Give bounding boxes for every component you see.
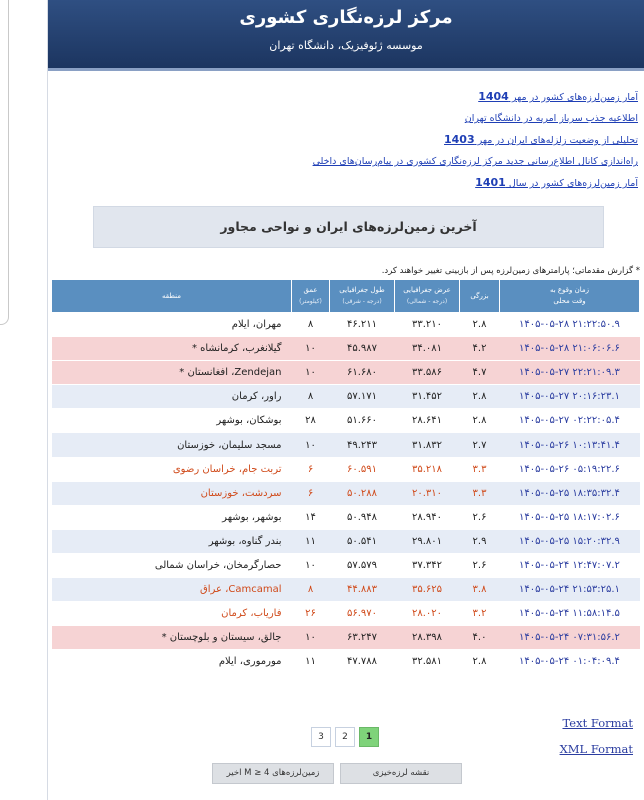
col-header-time[interactable]	[500, 280, 640, 313]
cell-latitude: ۲۸.۰۲۰	[395, 602, 460, 626]
cell-depth: ۱۰	[292, 433, 330, 457]
cell-region: بندر گناوه، بوشهر	[52, 529, 292, 553]
table-row[interactable]	[52, 433, 640, 457]
cell-time[interactable]: ۱۴۰۵-۰۵-۲۸ ۲۱:۲۲:۵۰.۹	[500, 313, 640, 337]
col-header-longitude-label: طول جغرافیایی	[339, 286, 385, 294]
cell-magnitude: ۴.۰	[460, 626, 500, 650]
preliminary-note: * گزارش مقدماتی؛ پارامترهای زمین‌لرزه پس از بازبینی تغییر خواهند کرد.	[381, 266, 640, 276]
table-row[interactable]	[52, 313, 640, 337]
cell-longitude: ۶۱.۶۸۰	[330, 361, 395, 385]
cell-latitude: ۲۰.۳۱۰	[395, 481, 460, 505]
pagination	[311, 727, 379, 747]
cell-depth: ۱۰	[292, 337, 330, 361]
news-link-number: 1401	[475, 176, 506, 189]
col-header-latitude[interactable]	[395, 280, 460, 313]
col-header-magnitude[interactable]: بزرگی	[460, 280, 500, 313]
cell-magnitude: ۳.۲	[460, 602, 500, 626]
news-link-text: اطلاعیه جذب سرباز امریه در دانشگاه تهران	[464, 113, 638, 124]
cell-depth: ۶	[292, 481, 330, 505]
cell-latitude: ۳۵.۶۲۵	[395, 578, 460, 602]
section-banner: آخرین زمین‌لرزه‌های ایران و نواحی مجاور	[93, 206, 604, 248]
news-link-4[interactable]	[54, 151, 638, 172]
cell-time[interactable]: ۱۴۰۵-۰۵-۲۵ ۱۵:۲۰:۳۲.۹	[500, 529, 640, 553]
table-row[interactable]	[52, 529, 640, 553]
table-row[interactable]	[52, 578, 640, 602]
cell-time[interactable]: ۱۴۰۵-۰۵-۲۶ ۱۰:۱۳:۴۱.۴	[500, 433, 640, 457]
earthquake-table	[51, 279, 640, 674]
news-link-5[interactable]	[54, 172, 638, 194]
cell-depth: ۲۶	[292, 602, 330, 626]
col-header-longitude-sub: (درجه - شرقی)	[342, 298, 382, 305]
cell-region: مهران، ایلام	[52, 313, 292, 337]
table-row[interactable]	[52, 481, 640, 505]
cell-region: جالق، سیستان و بلوچستان *	[52, 626, 292, 650]
cell-magnitude: ۲.۸	[460, 650, 500, 674]
xml-format-link[interactable]: XML Format	[559, 742, 633, 756]
cell-longitude: ۵۷.۱۷۱	[330, 385, 395, 409]
cell-depth: ۱۰	[292, 626, 330, 650]
cell-magnitude: ۳.۸	[460, 578, 500, 602]
cell-latitude: ۳۷.۳۴۲	[395, 553, 460, 577]
cell-time[interactable]: ۱۴۰۵-۰۵-۲۵ ۱۸:۱۷:۰۲.۶	[500, 505, 640, 529]
cell-magnitude: ۴.۲	[460, 337, 500, 361]
cell-depth: ۸	[292, 578, 330, 602]
cell-depth: ۸	[292, 313, 330, 337]
cell-time[interactable]: ۱۴۰۵-۰۵-۲۷ ۲۰:۱۶:۲۳.۱	[500, 385, 640, 409]
cell-time[interactable]: ۱۴۰۵-۰۵-۲۸ ۲۱:۰۶:۰۶.۶	[500, 337, 640, 361]
cell-magnitude: ۲.۶	[460, 553, 500, 577]
cell-magnitude: ۲.۶	[460, 505, 500, 529]
text-format-link[interactable]: Text Format	[562, 716, 633, 730]
cell-region: فاریاب، کرمان	[52, 602, 292, 626]
cell-region: مسجد سلیمان، خوزستان	[52, 433, 292, 457]
page-button-1[interactable]: 1	[359, 727, 379, 747]
page-button-2[interactable]: 2	[335, 727, 355, 747]
cell-longitude: ۵۰.۵۴۱	[330, 529, 395, 553]
cell-latitude: ۳۲.۵۸۱	[395, 650, 460, 674]
cell-time[interactable]: ۱۴۰۵-۰۵-۲۴ ۱۱:۵۸:۱۴.۵	[500, 602, 640, 626]
cell-longitude: ۵۰.۲۸۸	[330, 481, 395, 505]
cell-longitude: ۴۵.۹۸۷	[330, 337, 395, 361]
cell-region: سردشت، خوزستان	[52, 481, 292, 505]
bottom-buttons	[212, 763, 462, 784]
col-header-longitude[interactable]	[330, 280, 395, 313]
cell-time[interactable]: ۱۴۰۵-۰۵-۲۴ ۰۱:۰۴:۰۹.۴	[500, 650, 640, 674]
cell-latitude: ۲۹.۸۰۱	[395, 529, 460, 553]
cell-longitude: ۴۶.۲۱۱	[330, 313, 395, 337]
cell-magnitude: ۲.۸	[460, 409, 500, 433]
table-row[interactable]	[52, 553, 640, 577]
cell-longitude: ۵۷.۵۷۹	[330, 553, 395, 577]
site-subtitle: موسسه ژئوفیزیک، دانشگاه تهران	[269, 39, 423, 52]
cell-magnitude: ۳.۳	[460, 481, 500, 505]
recent-m4-button[interactable]: زمین‌لرزه‌های 4 ≤ M اخیر	[212, 763, 334, 784]
news-link-number: 1404	[478, 90, 509, 103]
cell-longitude: ۴۴.۸۸۳	[330, 578, 395, 602]
cell-latitude: ۲۸.۹۴۰	[395, 505, 460, 529]
table-row[interactable]	[52, 385, 640, 409]
cell-depth: ۱۰	[292, 553, 330, 577]
cell-longitude: ۶۳.۲۴۷	[330, 626, 395, 650]
news-link-text: آمار زمین‌لرزه‌های کشور در سال	[505, 178, 638, 189]
cell-region: مورموری، ایلام	[52, 650, 292, 674]
cell-time[interactable]: ۱۴۰۵-۰۵-۲۴ ۱۲:۴۷:۰۷.۲	[500, 553, 640, 577]
cell-latitude: ۳۱.۴۵۲	[395, 385, 460, 409]
cell-magnitude: ۲.۹	[460, 529, 500, 553]
table-row[interactable]	[52, 409, 640, 433]
cell-depth: ۱۱	[292, 529, 330, 553]
cell-longitude: ۶۰.۵۹۱	[330, 457, 395, 481]
news-link-text: تحلیلی از وضعیت زلزله‌های ایران در مهر	[474, 135, 638, 146]
news-links	[48, 71, 644, 194]
cell-latitude: ۳۵.۲۱۸	[395, 457, 460, 481]
table-row[interactable]	[52, 337, 640, 361]
col-header-time-sub: وقت محلی	[553, 297, 586, 305]
col-header-depth-sub: (کیلومتر)	[299, 298, 322, 305]
col-header-latitude-sub: (درجه - شمالی)	[406, 298, 448, 305]
cell-depth: ۱۱	[292, 650, 330, 674]
side-panel-edge	[0, 0, 9, 325]
cell-longitude: ۵۰.۹۴۸	[330, 505, 395, 529]
table-row[interactable]	[52, 505, 640, 529]
cell-latitude: ۳۳.۲۱۰	[395, 313, 460, 337]
cell-region: Zendejan، افغانستان *	[52, 361, 292, 385]
cell-region: راور، کرمان	[52, 385, 292, 409]
table-row[interactable]	[52, 650, 640, 674]
cell-latitude: ۲۸.۳۹۸	[395, 626, 460, 650]
cell-magnitude: ۳.۳	[460, 457, 500, 481]
table-row[interactable]	[52, 602, 640, 626]
news-link-text: راه‌اندازی کانال اطلاع‌رسانی جدید مرکز لرزه‌نگاری کشوری در پیام‌رسان‌های داخلی	[312, 156, 638, 167]
cell-latitude: ۳۱.۸۳۲	[395, 433, 460, 457]
cell-longitude: ۴۹.۲۴۳	[330, 433, 395, 457]
cell-time[interactable]: ۱۴۰۵-۰۵-۲۷ ۲۲:۲۱:۰۹.۳	[500, 361, 640, 385]
cell-depth: ۶	[292, 457, 330, 481]
news-link-2[interactable]	[54, 108, 638, 129]
cell-region: بوشکان، بوشهر	[52, 409, 292, 433]
cell-magnitude: ۴.۷	[460, 361, 500, 385]
col-header-depth[interactable]	[292, 280, 330, 313]
col-header-latitude-label: عرض جغرافیایی	[403, 286, 451, 294]
news-link-3[interactable]	[54, 129, 638, 151]
main-content	[47, 0, 644, 800]
earthquake-table-body	[52, 313, 640, 674]
cell-latitude: ۲۸.۶۴۱	[395, 409, 460, 433]
page-button-3[interactable]: 3	[311, 727, 331, 747]
col-header-depth-label: عمق	[303, 286, 318, 294]
cell-magnitude: ۲.۸	[460, 313, 500, 337]
col-header-region[interactable]: منطقه	[52, 280, 292, 313]
cell-time[interactable]: ۱۴۰۵-۰۵-۲۷ ۰۲:۲۲:۰۵.۴	[500, 409, 640, 433]
cell-region: گیلانغرب، کرمانشاه *	[52, 337, 292, 361]
cell-time[interactable]: ۱۴۰۵-۰۵-۲۴ ۰۷:۳۱:۵۶.۲	[500, 626, 640, 650]
table-row[interactable]	[52, 457, 640, 481]
cell-longitude: ۴۷.۷۸۸	[330, 650, 395, 674]
cell-depth: ۸	[292, 385, 330, 409]
cell-latitude: ۳۴.۰۸۱	[395, 337, 460, 361]
cell-magnitude: ۲.۷	[460, 433, 500, 457]
table-row[interactable]	[52, 626, 640, 650]
news-link-1[interactable]	[54, 86, 638, 108]
cell-region: تربت جام، خراسان رضوی	[52, 457, 292, 481]
col-header-time-label: زمان وقوع به	[549, 286, 590, 294]
cell-longitude: ۵۱.۶۶۰	[330, 409, 395, 433]
table-header-row	[52, 280, 640, 313]
cell-depth: ۱۴	[292, 505, 330, 529]
site-header	[48, 0, 644, 68]
cell-region: بوشهر، بوشهر	[52, 505, 292, 529]
cell-time[interactable]: ۱۴۰۵-۰۵-۲۶ ۰۵:۱۹:۲۲.۶	[500, 457, 640, 481]
cell-longitude: ۵۶.۹۷۰	[330, 602, 395, 626]
cell-time[interactable]: ۱۴۰۵-۰۵-۲۵ ۱۸:۳۵:۳۲.۴	[500, 481, 640, 505]
table-row[interactable]	[52, 361, 640, 385]
site-title: مرکز لرزه‌نگاری کشوری	[239, 7, 453, 28]
seismicity-map-button[interactable]: نقشه لرزه‌خیزی	[340, 763, 462, 784]
news-link-number: 1403	[444, 133, 475, 146]
cell-region: حصارگرمخان، خراسان شمالی	[52, 553, 292, 577]
cell-depth: ۲۸	[292, 409, 330, 433]
cell-depth: ۱۰	[292, 361, 330, 385]
news-link-text: آمار زمین‌لرزه‌های کشور در مهر	[508, 92, 638, 103]
cell-magnitude: ۲.۸	[460, 385, 500, 409]
cell-latitude: ۳۳.۵۸۶	[395, 361, 460, 385]
cell-region: Camcamal، عراق	[52, 578, 292, 602]
cell-time[interactable]: ۱۴۰۵-۰۵-۲۴ ۲۱:۵۳:۲۵.۱	[500, 578, 640, 602]
